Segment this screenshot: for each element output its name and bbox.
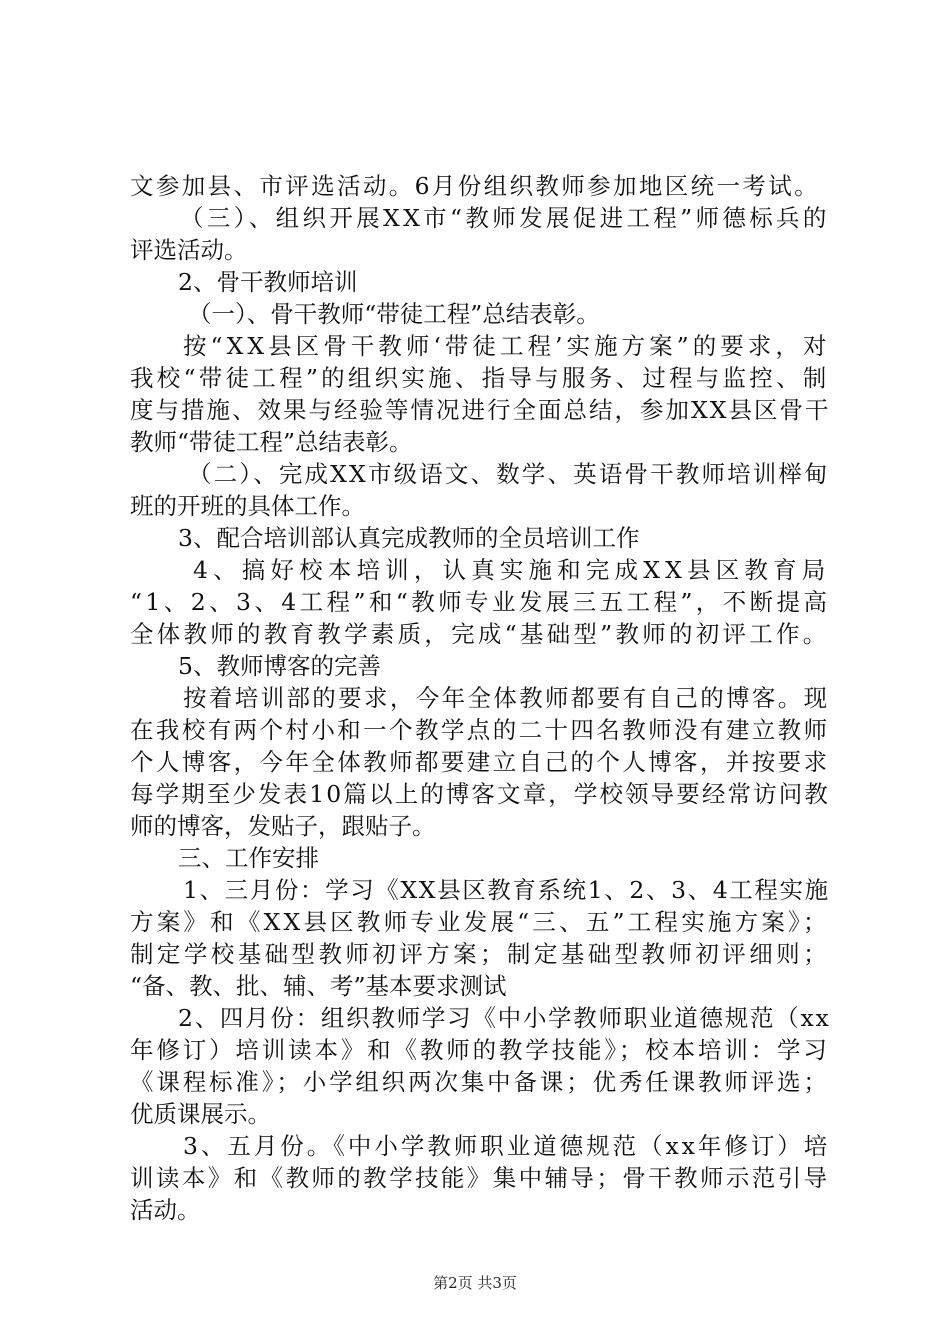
text-line: （二）、完成XX市级语文、数学、英语骨干教师培训榉甸: [188, 460, 830, 488]
text-line: （三）、组织开展XX市“教师发展促进工程”师德标兵的: [180, 204, 830, 232]
text-line: 《课程标准》；小学组织两次集中备课；优秀任课教师评选；: [130, 1068, 830, 1096]
text-line: 按“XX县区骨干教师‘带徒工程’实施方案”的要求，对: [183, 332, 831, 360]
text-line: 2、四月份：组织教师学习《中小学教师职业道德规范（xx: [178, 1004, 831, 1032]
text-line: 4、搞好校本培训，认真实施和完成XX县区教育局: [193, 556, 831, 584]
text-line: “1、2、3、4工程”和“教师专业发展三五工程”，不断提高: [130, 588, 831, 616]
text-line: 按着培训部的要求，今年全体教师都要有自己的博客。现: [183, 684, 830, 712]
text-line: 每学期至少发表10篇以上的博客文章，学校领导要经常访问教: [130, 780, 830, 808]
text-line: 5、教师博客的完善: [178, 652, 381, 680]
text-line: 训读本》和《教师的教学技能》集中辅导；骨干教师示范引导: [130, 1164, 830, 1192]
text-line: 3、配合培训部认真完成教师的全员培训工作: [178, 524, 640, 552]
text-line: 班的开班的具体工作。: [130, 492, 365, 520]
text-line: 三、工作安排: [178, 844, 319, 872]
text-line: 1、三月份：学习《XX县区教育系统1、2、3、4工程实施: [183, 876, 830, 904]
text-line: 文参加县、市评选活动。6月份组织教师参加地区统一考试。: [130, 172, 820, 200]
text-line: 个人博客，今年全体教师都要建立自己的个人博客，并按要求: [130, 748, 830, 776]
page-footer: 第2页 共3页: [433, 1274, 517, 1292]
text-line: （一）、骨干教师“带徒工程”总结表彰。: [188, 300, 600, 328]
text-line: 年修订）培训读本》和《教师的教学技能》；校本培训：学习: [130, 1036, 830, 1064]
text-line: 制定学校基础型教师初评方案；制定基础型教师初评细则；: [130, 940, 830, 968]
text-line: 师的博客，发贴子，跟贴子。: [130, 812, 436, 840]
text-line: 评选活动。: [130, 236, 248, 264]
text-line: 在我校有两个村小和一个教学点的二十四名教师没有建立教师: [130, 716, 830, 744]
text-line: 教师“带徒工程”总结表彰。: [130, 428, 413, 456]
text-line: 度与措施、效果与经验等情况进行全面总结，参加XX县区骨干: [130, 396, 831, 424]
text-line: 我校“带徒工程”的组织实施、指导与服务、过程与监控、制: [130, 364, 830, 392]
text-line: 2、骨干教师培训: [178, 268, 358, 296]
text-line: 3、五月份。《中小学教师职业道德规范（xx年修订）培: [183, 1132, 831, 1160]
text-line: 活动。: [130, 1196, 201, 1224]
text-line: 全体教师的教育教学素质，完成“基础型”教师的初评工作。: [130, 620, 830, 648]
text-line: “备、教、批、辅、考”基本要求测试: [130, 972, 507, 1000]
text-line: 优质课展示。: [130, 1100, 271, 1128]
text-line: 方案》和《XX县区教师专业发展“三、五”工程实施方案》；: [130, 908, 830, 936]
